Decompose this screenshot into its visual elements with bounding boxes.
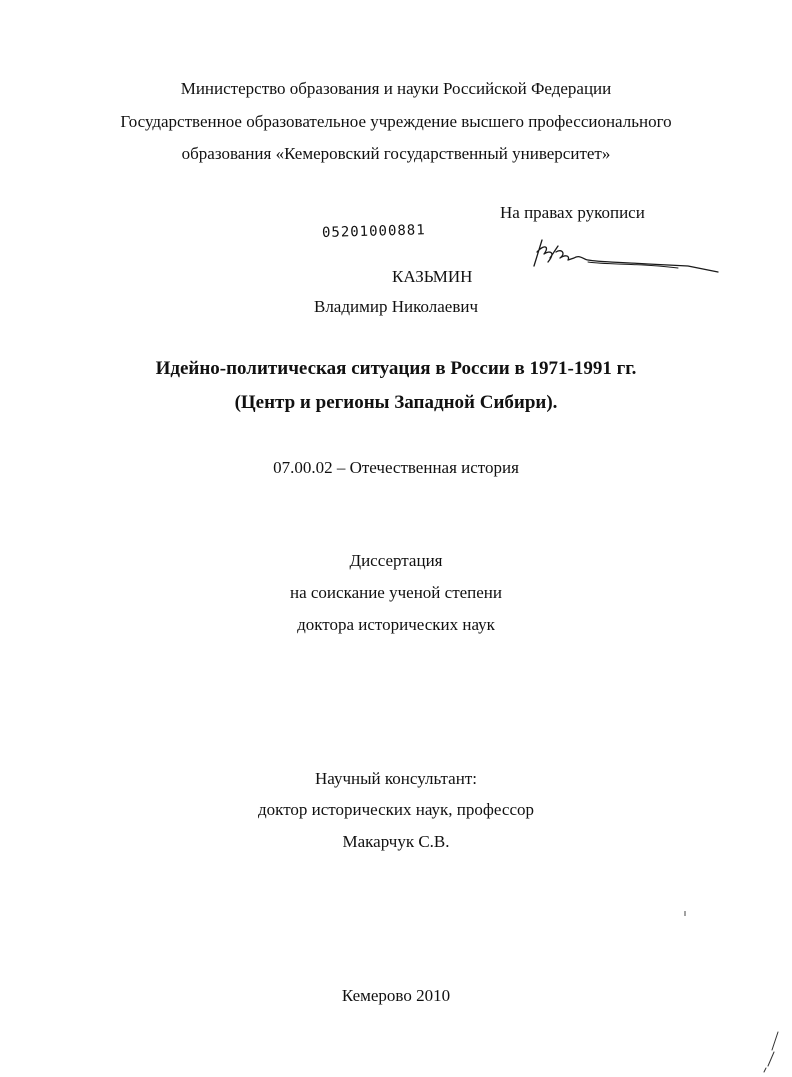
degree-line-2: на соискание ученой степени — [289, 583, 503, 602]
handwritten-signature-icon — [528, 232, 723, 282]
ministry-name: Министерство образования и науки Российской Федерации — [180, 79, 612, 98]
author-given-names: Владимир Николаевич — [313, 297, 478, 316]
advisor-credentials: доктор исторических наук, профессор — [258, 800, 534, 819]
dissertation-title-line-2: (Центр и регионы Западной Сибири). — [234, 392, 558, 413]
advisor-name: Макарчук С.В. — [342, 832, 450, 851]
stamp-code: 05201000881 — [321, 222, 426, 241]
dissertation-title-line-1: Идейно-политическая ситуация в России в 1971-1991 гг. — [155, 358, 637, 379]
degree-line-1: Диссертация — [349, 551, 443, 570]
advisor-label: Научный консультант: — [315, 769, 477, 788]
institution-line-1: Государственное образовательное учреждение высшего профессионального — [120, 112, 672, 131]
manuscript-note: На правах рукописи — [500, 203, 645, 222]
city-year: Кемерово 2010 — [341, 986, 451, 1005]
scan-edge-mark — [760, 1030, 784, 1075]
degree-line-3: доктора исторических наук — [297, 615, 495, 634]
institution-line-2: образования «Кемеровский государственный университет» — [181, 144, 611, 163]
author-surname: КАЗЬМИН — [392, 267, 473, 286]
scan-dot-mark — [682, 910, 688, 918]
specialty: 07.00.02 – Отечественная история — [273, 458, 519, 477]
